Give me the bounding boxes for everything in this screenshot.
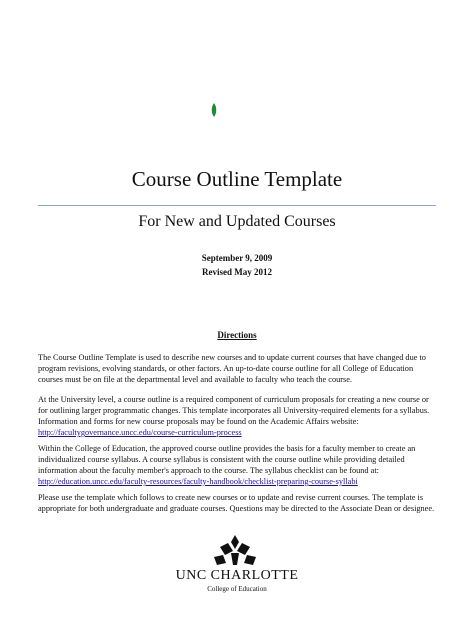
logo-subtitle: College of Education xyxy=(207,585,267,593)
leaf-icon xyxy=(211,103,217,117)
academic-affairs-link[interactable]: http://facultygovernance.uncc.edu/course-curriculum-process xyxy=(38,428,242,437)
document-title: Course Outline Template xyxy=(131,167,343,191)
directions-paragraph-2 xyxy=(38,394,438,438)
document-subtitle: For New and Updated Courses xyxy=(138,213,336,230)
directions-heading: Directions xyxy=(217,330,257,340)
logo-wordmark: UNC CHARLOTTE xyxy=(175,568,299,583)
directions-paragraph-4: Please use the template which follows to create new courses or to update and revise current courses. The template is appropriate for both undergraduate and graduate courses. Questions may be directed to the Associate Dean or designee. xyxy=(38,493,435,513)
paragraph-3-text: Within the College of Education, the approved course outline provides the basis for a faculty member to create an individualized course syllabus. A course syllabus is consistent with the course outline while providing detailed information about the faculty member's approach to the course. The syllabus checklist can be found at: xyxy=(38,444,416,475)
document-date: September 9, 2009 xyxy=(201,253,273,263)
paragraph-2-text: At the University level, a course outline is a required component of curriculum proposals for creating a new course or for outlining larger programmatic changes. This template incorporates all University-required elements for a syllabus. Information and forms for new course proposals may be found on the Academic Affairs website: xyxy=(38,395,430,426)
syllabus-checklist-link[interactable]: http://education.uncc.edu/faculty-resources/faculty-handbook/checklist-preparing-course-syllabi xyxy=(38,477,358,486)
directions-paragraph-3 xyxy=(38,443,438,487)
directions-paragraph-1: The Course Outline Template is used to describe new courses and to update current courses that have changed due to program revisions, evolving standards, or other factors. An up-to-date course outline for all College of Education courses must be on file at the departmental level and available to faculty who teach the course. xyxy=(38,353,426,384)
title-divider xyxy=(38,205,436,206)
revised-date: Revised May 2012 xyxy=(202,267,272,277)
unc-charlotte-crown-icon xyxy=(214,535,256,571)
